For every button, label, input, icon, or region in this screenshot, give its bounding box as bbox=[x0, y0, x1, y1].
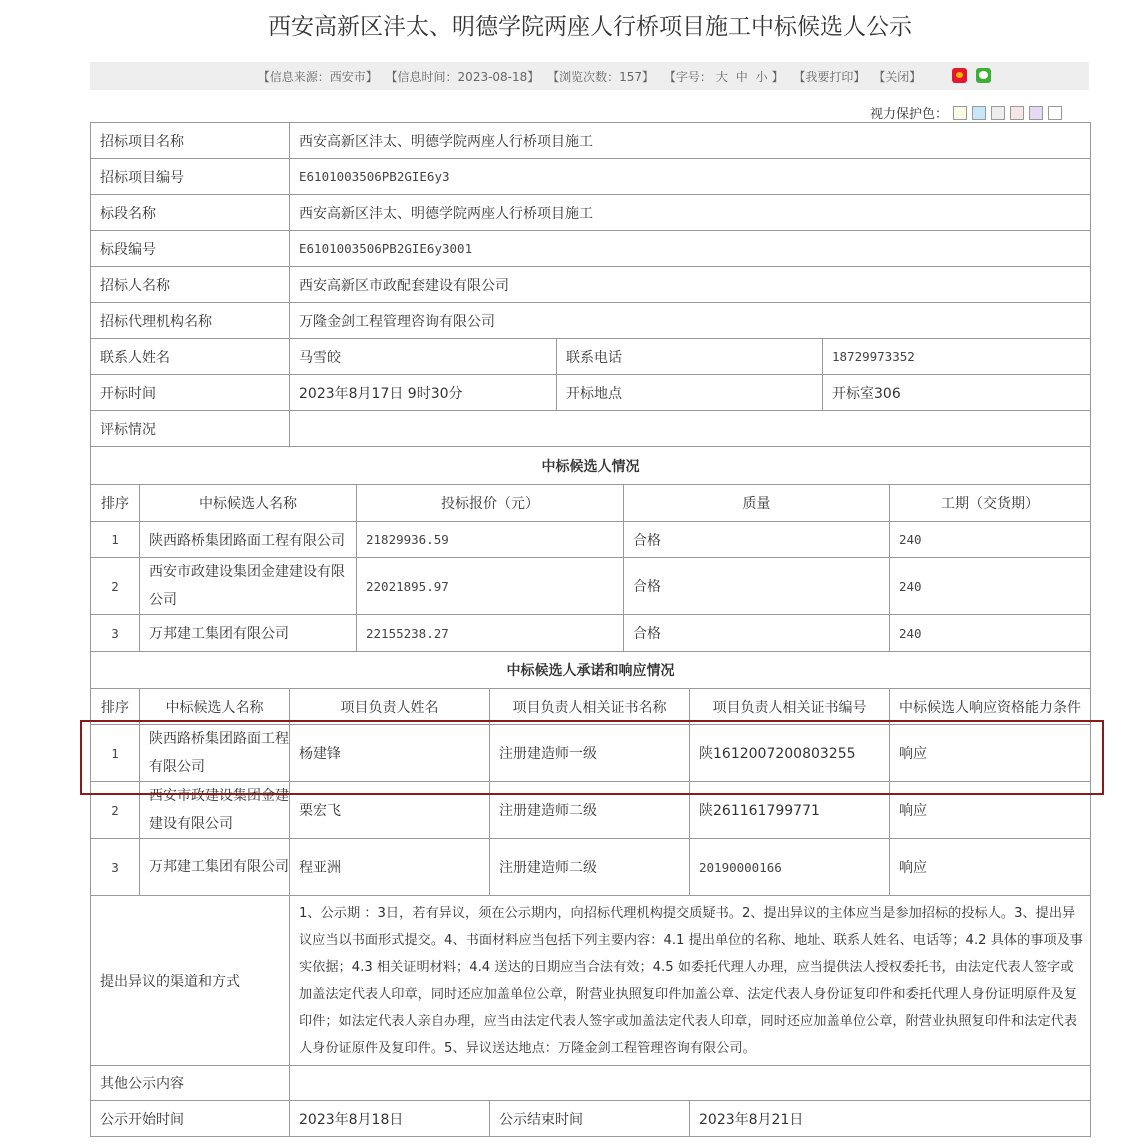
tenderer-value: 西安高新区市政配套建设有限公司 bbox=[290, 267, 1091, 303]
section-no-label: 标段编号 bbox=[91, 231, 290, 267]
table-row bbox=[91, 1066, 1091, 1101]
open-place-label: 开标地点 bbox=[557, 375, 823, 411]
column-header: 中标候选人名称 bbox=[140, 485, 357, 522]
open-time-label: 开标时间 bbox=[91, 375, 290, 411]
project-name-value: 西安高新区沣太、明德学院两座人行桥项目施工 bbox=[290, 123, 1091, 159]
rank-cell: 1 bbox=[91, 725, 140, 782]
response-cell: 响应 bbox=[890, 782, 1091, 839]
table-row bbox=[91, 375, 1091, 411]
table-row bbox=[91, 231, 1091, 267]
table-row bbox=[91, 839, 1091, 896]
table-row bbox=[91, 558, 1091, 615]
phone-value: 18729973352 bbox=[823, 339, 1091, 375]
eye-color-swatch[interactable] bbox=[953, 106, 967, 120]
rank-cell: 3 bbox=[91, 615, 140, 652]
column-header: 项目负责人相关证书名称 bbox=[490, 689, 690, 725]
cert-name-cell: 注册建造师二级 bbox=[490, 839, 690, 896]
cert-name-cell: 注册建造师二级 bbox=[490, 782, 690, 839]
table-row bbox=[91, 159, 1091, 195]
eye-color-swatch[interactable] bbox=[991, 106, 1005, 120]
period-end-value: 2023年8月21日 bbox=[690, 1101, 1091, 1137]
table-row bbox=[91, 123, 1091, 159]
response-cell: 响应 bbox=[890, 839, 1091, 896]
font-size-suffix: 】 bbox=[771, 70, 784, 84]
table-row bbox=[91, 652, 1091, 689]
info-meta bbox=[90, 68, 1089, 85]
table-row bbox=[91, 615, 1091, 652]
font-large-link[interactable]: 大 bbox=[715, 70, 728, 84]
close-link[interactable]: 【关闭】 bbox=[873, 70, 922, 84]
table-row bbox=[91, 447, 1091, 485]
table-row bbox=[91, 522, 1091, 558]
period-start-label: 公示开始时间 bbox=[91, 1101, 290, 1137]
column-header: 排序 bbox=[91, 689, 140, 725]
font-size-label: 【字号： bbox=[663, 70, 712, 84]
cert-no-cell: 20190000166 bbox=[690, 839, 890, 896]
agent-label: 招标代理机构名称 bbox=[91, 303, 290, 339]
info-bar bbox=[90, 62, 1089, 90]
objection-text: 1、公示期 ：3日，若有异议，须在公示期内，向招标代理机构提交质疑书。2、提出异议的主体应当是参加招标的投标人。3、提出异议应当以书面形式提交。4、书面材料应当包括下列主要内容：4.1 提出单位的名称、地址、联系人姓名、电话等；4.2 具体的事项及事实依据；4.3 相关证明材料；4.4 送达的日期应当合法有效；4.5 如委托代理人办理，应当提供法人授权委托书，由法定代表人签字或加盖法定代表人印章，同时还应加盖单位公章，附营业执照复印件加盖公章、法定代表人身份证复印件和委托代理人身份证明原件及复印件；如法定代表人亲自办理，应当由法定代表人签字或加盖法定代表人印章，同时还应加盖单位公章，附营业执照复印件和法定代表人身份证原件及复印件。5、异议送达地点：万隆金剑工程管理咨询有限公司。 bbox=[290, 896, 1091, 1066]
review-label: 评标情况 bbox=[91, 411, 290, 447]
info-time: 【信息时间：2023-08-18】 bbox=[385, 70, 540, 84]
objection-label: 提出异议的渠道和方式 bbox=[91, 896, 290, 1066]
column-header: 中标候选人名称 bbox=[140, 689, 290, 725]
commitments-heading: 中标候选人承诺和响应情况 bbox=[91, 652, 1091, 689]
phone-label: 联系电话 bbox=[557, 339, 823, 375]
table-row bbox=[91, 896, 1091, 1066]
response-cell: 响应 bbox=[890, 725, 1091, 782]
section-no-value: E6101003506PB2GIE6y3001 bbox=[290, 231, 1091, 267]
eye-protection-label: 视力保护色： bbox=[870, 107, 949, 122]
info-views: 【浏览次数：157】 bbox=[547, 70, 655, 84]
column-header: 质量 bbox=[624, 485, 890, 522]
table-row bbox=[91, 725, 1091, 782]
duration-cell: 240 bbox=[890, 558, 1091, 615]
rank-cell: 1 bbox=[91, 522, 140, 558]
agent-value: 万隆金剑工程管理咨询有限公司 bbox=[290, 303, 1091, 339]
info-table bbox=[90, 122, 1091, 485]
font-size-control bbox=[662, 70, 786, 84]
other-value bbox=[290, 1066, 1091, 1101]
contact-label: 联系人姓名 bbox=[91, 339, 290, 375]
period-end-label: 公示结束时间 bbox=[490, 1101, 690, 1137]
font-small-link[interactable]: 小 bbox=[755, 70, 768, 84]
bid-price-cell: 21829936.59 bbox=[357, 522, 624, 558]
eye-protection bbox=[870, 103, 1062, 122]
cert-no-cell: 陕1612007200803255 bbox=[690, 725, 890, 782]
quality-cell: 合格 bbox=[624, 522, 890, 558]
rank-cell: 3 bbox=[91, 839, 140, 896]
eye-color-swatch[interactable] bbox=[972, 106, 986, 120]
eye-swatches bbox=[948, 107, 1062, 122]
quality-cell: 合格 bbox=[624, 615, 890, 652]
project-name-label: 招标项目名称 bbox=[91, 123, 290, 159]
column-header: 中标候选人响应资格能力条件 bbox=[890, 689, 1091, 725]
candidate-name-cell: 陕西路桥集团路面工程有限公司 bbox=[140, 522, 357, 558]
column-header: 工期（交货期） bbox=[890, 485, 1091, 522]
commitments-table bbox=[90, 688, 1091, 1137]
duration-cell: 240 bbox=[890, 615, 1091, 652]
table-row bbox=[91, 1101, 1091, 1137]
font-medium-link[interactable]: 中 bbox=[735, 70, 748, 84]
candidate-name-cell: 西安市政建设集团金建建设有限公司 bbox=[140, 782, 290, 839]
candidate-name-cell: 陕西路桥集团路面工程有限公司 bbox=[140, 725, 290, 782]
manager-name-cell: 栗宏飞 bbox=[290, 782, 490, 839]
page-title: 西安高新区沣太、明德学院两座人行桥项目施工中标候选人公示 bbox=[268, 14, 912, 40]
project-no-value: E6101003506PB2GIE6y3 bbox=[290, 159, 1091, 195]
bid-price-cell: 22021895.97 bbox=[357, 558, 624, 615]
candidate-name-cell: 万邦建工集团有限公司 bbox=[140, 615, 357, 652]
eye-color-swatch[interactable] bbox=[1048, 106, 1062, 120]
cert-name-cell: 注册建造师一级 bbox=[490, 725, 690, 782]
cert-no-cell: 陕261161799771 bbox=[690, 782, 890, 839]
period-start-value: 2023年8月18日 bbox=[290, 1101, 490, 1137]
manager-name-cell: 程亚洲 bbox=[290, 839, 490, 896]
section-name-value: 西安高新区沣太、明德学院两座人行桥项目施工 bbox=[290, 195, 1091, 231]
open-time-value: 2023年8月17日 9时30分 bbox=[290, 375, 557, 411]
rank-cell: 2 bbox=[91, 558, 140, 615]
table-row bbox=[91, 303, 1091, 339]
table-row bbox=[91, 782, 1091, 839]
open-place-value: 开标室306 bbox=[823, 375, 1091, 411]
column-header: 项目负责人相关证书编号 bbox=[690, 689, 890, 725]
table-header-row bbox=[91, 689, 1091, 725]
section-name-label: 标段名称 bbox=[91, 195, 290, 231]
candidates-heading: 中标候选人情况 bbox=[91, 447, 1091, 485]
other-label: 其他公示内容 bbox=[91, 1066, 290, 1101]
weibo-share-icon[interactable] bbox=[952, 68, 967, 83]
table-row bbox=[91, 339, 1091, 375]
table-row bbox=[91, 267, 1091, 303]
table-row bbox=[91, 411, 1091, 447]
info-source: 【信息来源：西安市】 bbox=[257, 70, 378, 84]
tenderer-label: 招标人名称 bbox=[91, 267, 290, 303]
column-header: 项目负责人姓名 bbox=[290, 689, 490, 725]
manager-name-cell: 杨建锋 bbox=[290, 725, 490, 782]
column-header: 投标报价（元） bbox=[357, 485, 624, 522]
rank-cell: 2 bbox=[91, 782, 140, 839]
contact-value: 马雪皎 bbox=[290, 339, 557, 375]
review-value bbox=[290, 411, 1091, 447]
eye-color-swatch[interactable] bbox=[1029, 106, 1043, 120]
duration-cell: 240 bbox=[890, 522, 1091, 558]
bid-price-cell: 22155238.27 bbox=[357, 615, 624, 652]
table-header-row bbox=[91, 485, 1091, 522]
print-link[interactable]: 【我要打印】 bbox=[793, 70, 866, 84]
column-header: 排序 bbox=[91, 485, 140, 522]
candidate-name-cell: 西安市政建设集团金建建设有限公司 bbox=[140, 558, 357, 615]
wechat-share-icon[interactable] bbox=[976, 68, 991, 83]
candidates-table bbox=[90, 484, 1091, 689]
candidate-name-cell: 万邦建工集团有限公司 bbox=[140, 839, 290, 896]
eye-color-swatch[interactable] bbox=[1010, 106, 1024, 120]
quality-cell: 合格 bbox=[624, 558, 890, 615]
table-row bbox=[91, 195, 1091, 231]
project-no-label: 招标项目编号 bbox=[91, 159, 290, 195]
